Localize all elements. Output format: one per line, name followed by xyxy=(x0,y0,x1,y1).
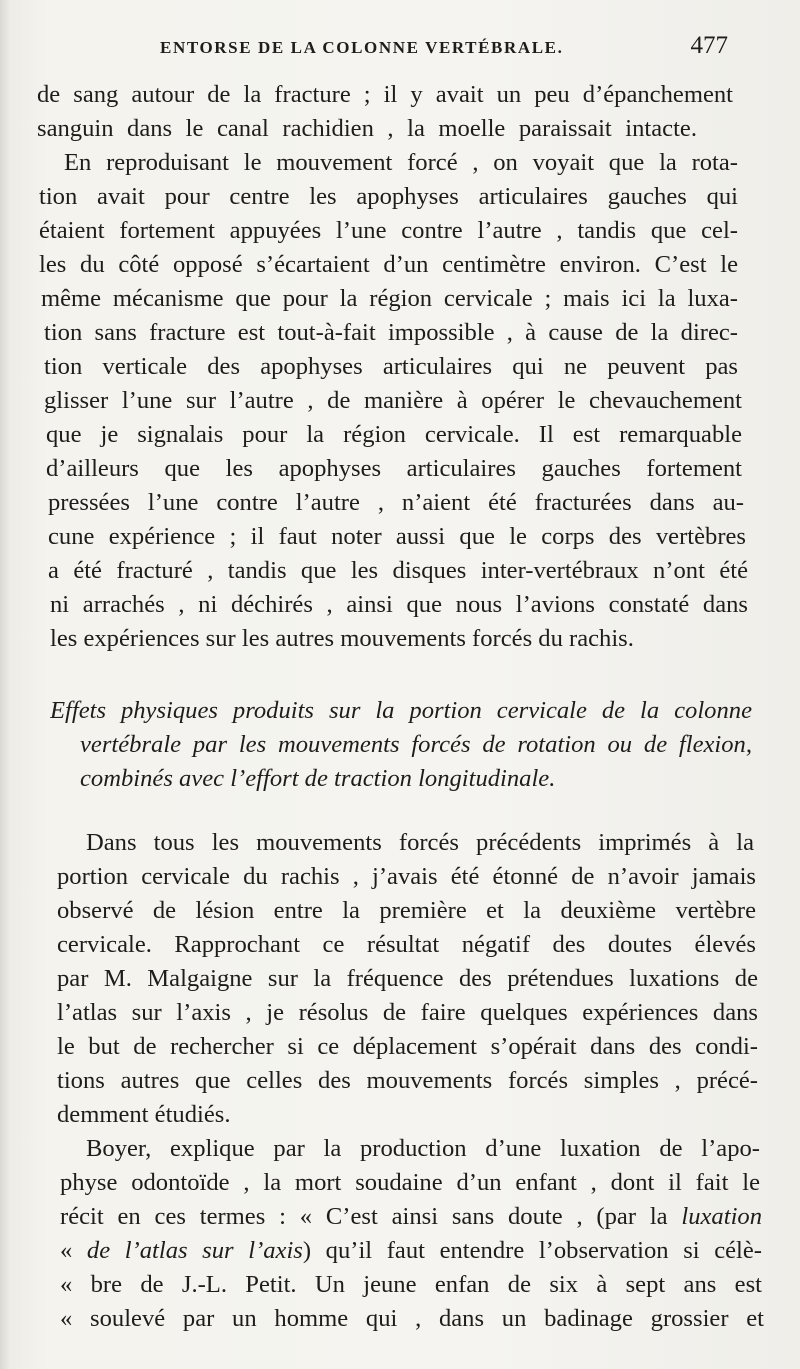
page-edge-shadow xyxy=(0,0,10,1369)
section-heading-line: vertébrale par les mouvements forcés de rotation ou de flexion, xyxy=(80,731,752,758)
text-line: tion verticale des apophyses articulaires qui ne peuvent pas xyxy=(44,353,738,380)
page-header xyxy=(160,30,730,70)
text-line: a été fracturé , tandis que les disques inter-vertébraux n’ont été xyxy=(48,557,748,584)
text-line: de sang autour de la fracture ; il y avait un peu d’épanchement xyxy=(37,81,733,108)
text-line: cune expérience ; il faut noter aussi que le corps des vertèbres xyxy=(48,523,746,550)
text-line: demment étudiés. xyxy=(57,1101,231,1128)
text-line: « bre de J.-L. Petit. Un jeune enfan de six à sept ans est xyxy=(60,1271,762,1298)
running-title: ENTORSE DE LA COLONNE VERTÉBRALE. xyxy=(160,38,564,57)
text-line xyxy=(60,1200,762,1234)
text-line: Boyer, explique par la production d’une luxation de l’apo- xyxy=(86,1135,760,1162)
italic-text-span: de l’atlas sur l’axis xyxy=(86,1237,303,1264)
text-line: cervicale. Rapprochant ce résultat négatif des doutes élevés xyxy=(57,931,756,958)
text-span: ) qu’il faut entendre l’observation si célè- xyxy=(302,1237,762,1264)
text-span: récit en ces termes : « C’est ainsi sans doute , (par la xyxy=(60,1203,682,1230)
text-line: ni arrachés , ni déchirés , ainsi que nous l’avions constaté dans xyxy=(50,591,748,618)
text-line: « soulevé par un homme qui , dans un badinage grossier et xyxy=(60,1305,764,1332)
text-line: Dans tous les mouvements forcés précédents imprimés à la xyxy=(86,829,754,856)
text-line: tion avait pour centre les apophyses articulaires gauches qui xyxy=(39,183,738,210)
text-line: que je signalais pour la région cervicale. Il est remarquable xyxy=(46,421,742,448)
italic-text-span: luxation xyxy=(681,1203,762,1230)
text-line: les expériences sur les autres mouvements forcés du rachis. xyxy=(50,625,634,652)
text-line: le but de rechercher si ce déplacement s’opérait dans des condi- xyxy=(57,1033,758,1060)
text-line: d’ailleurs que les apophyses articulaires gauches fortement xyxy=(46,455,742,482)
page-number: 477 xyxy=(690,32,728,59)
text-line: portion cervicale du rachis , j’avais été étonné de n’avoir jamais xyxy=(57,863,756,890)
text-line: par M. Malgaigne sur la fréquence des prétendues luxations de xyxy=(57,965,758,992)
text-line: même mécanisme que pour la région cervicale ; mais ici la luxa- xyxy=(41,285,738,312)
text-line xyxy=(60,1234,762,1268)
text-line: l’atlas sur l’axis , je résolus de faire quelques expériences dans xyxy=(57,999,758,1026)
text-line: sanguin dans le canal rachidien , la moelle paraissait intacte. xyxy=(37,115,697,142)
text-line: observé de lésion entre la première et la deuxième vertèbre xyxy=(57,897,756,924)
text-line: tion sans fracture est tout-à-fait impossible , à cause de la direc- xyxy=(44,319,738,346)
text-line: En reproduisant le mouvement forcé , on voyait que la rota- xyxy=(64,149,738,176)
section-heading-line: Effets physiques produits sur la portion cervicale de la colonne xyxy=(50,697,752,724)
text-line: étaient fortement appuyées l’une contre l’autre , tandis que cel- xyxy=(39,217,738,244)
text-line: tions autres que celles des mouvements forcés simples , précé- xyxy=(57,1067,758,1094)
text-line: physe odontoïde , la mort soudaine d’un enfant , dont il fait le xyxy=(60,1169,760,1196)
text-line: les du côté opposé s’écartaient d’un centimètre environ. C’est le xyxy=(39,251,738,278)
text-span: « xyxy=(60,1237,87,1264)
text-line: glisser l’une sur l’autre , de manière à opérer le chevauchement xyxy=(44,387,742,414)
text-line: pressées l’une contre l’autre , n’aient été fracturées dans au- xyxy=(48,489,744,516)
section-heading-line: combinés avec l’effort de traction longitudinale. xyxy=(80,765,556,792)
